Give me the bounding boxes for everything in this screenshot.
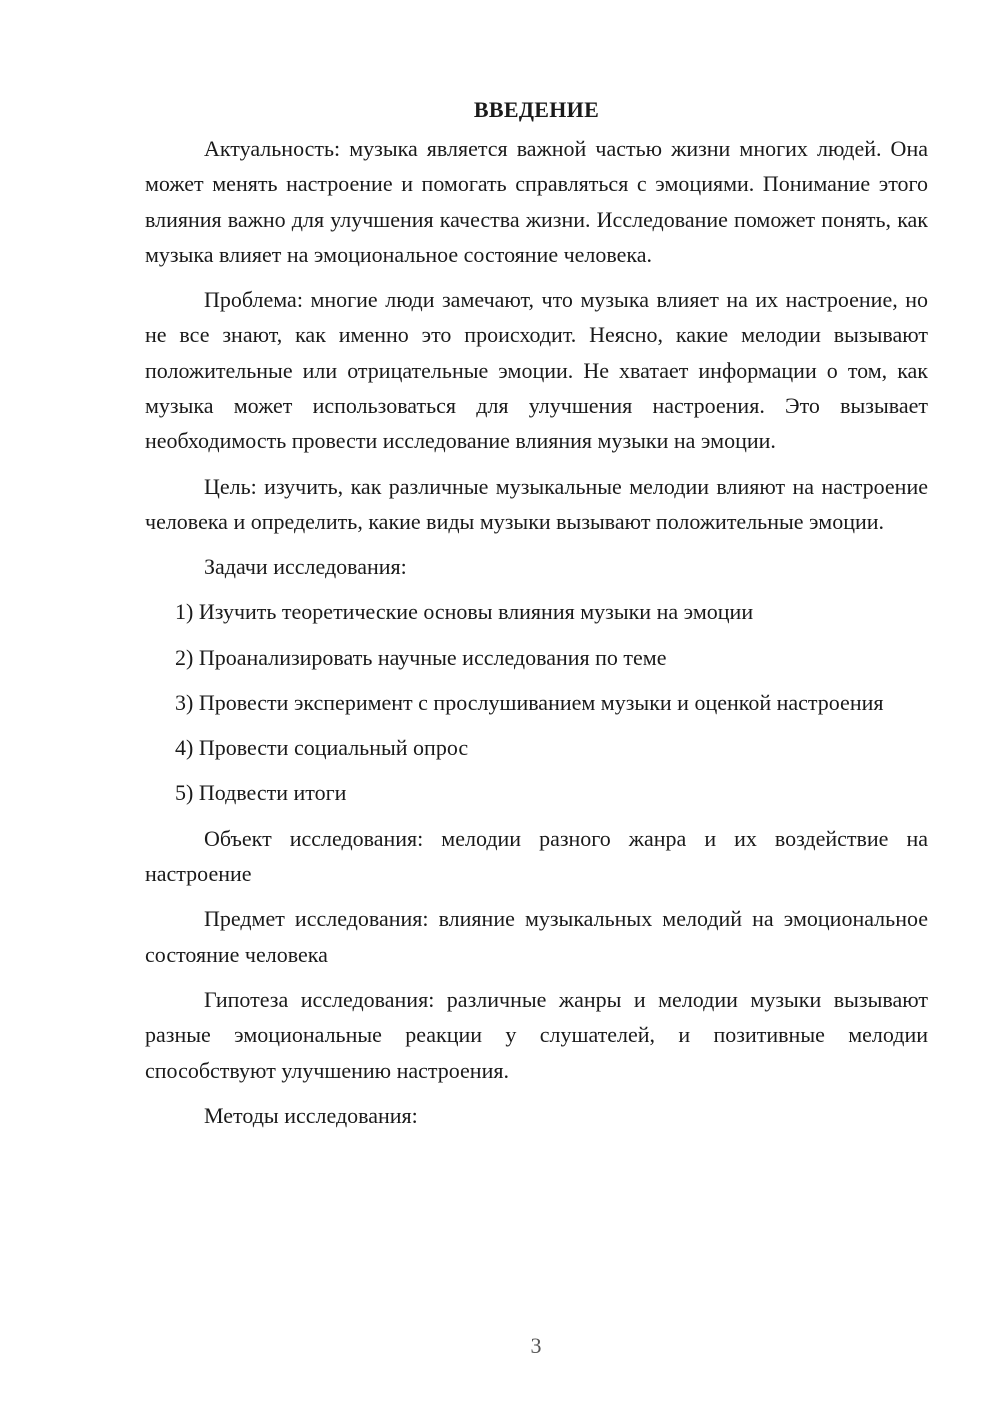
section-title: ВВЕДЕНИЕ	[473, 97, 600, 122]
methods-label: Методы исследования:	[204, 1102, 418, 1128]
tasks-label: Задачи исследования:	[204, 554, 407, 580]
hypothesis-paragraph: Гипотеза исследования: различные жанры и мелодии музыки вызывают разные эмоциональные реакции у слушателей, и позитивные мелодии способствуют улучшению настроения.	[145, 986, 928, 1083]
task-item: 1) Изучить теоретические основы влияния музыки на эмоции	[175, 599, 754, 625]
task-item: 3) Провести эксперимент с прослушиванием музыки и оценкой настроения	[175, 689, 884, 715]
task-item: 4) Провести социальный опрос	[175, 735, 469, 761]
page-number: 3	[530, 1333, 542, 1358]
object-paragraph: Объект исследования: мелодии разного жанра и их воздействие на настроение	[145, 825, 928, 887]
task-item: 2) Проанализировать научные исследования по теме	[175, 644, 667, 670]
subject-paragraph: Предмет исследования: влияние музыкальных мелодий на эмоциональное состояние человека	[145, 906, 928, 967]
tasks-list	[145, 594, 928, 810]
task-item: 5) Подвести итоги	[175, 780, 347, 806]
document-page	[145, 92, 928, 1143]
relevance-paragraph: Актуальность: музыка является важной частью жизни многих людей. Она может менять настроение и помогать справляться с эмоциями. Понимание этого влияния важно для улучшения качества жизни. Исследование поможет понять, как музыка влияет на эмоциональное состояние человека.	[145, 136, 928, 267]
goal-paragraph: Цель: изучить, как различные музыкальные мелодии влияют на настроение человека и определить, какие виды музыки вызывают положительные эмоции.	[145, 473, 928, 534]
problem-paragraph: Проблема: многие люди замечают, что музыка влияет на их настроение, но не все знают, как именно это происходит. Неясно, какие мелодии вызывают положительные или отрицательные эмоции. Не хватает информации о том, как музыка может использоваться для улучшения настроения. Это вызывает необходимость провести исследование влияния музыки на эмоции.	[145, 287, 928, 454]
